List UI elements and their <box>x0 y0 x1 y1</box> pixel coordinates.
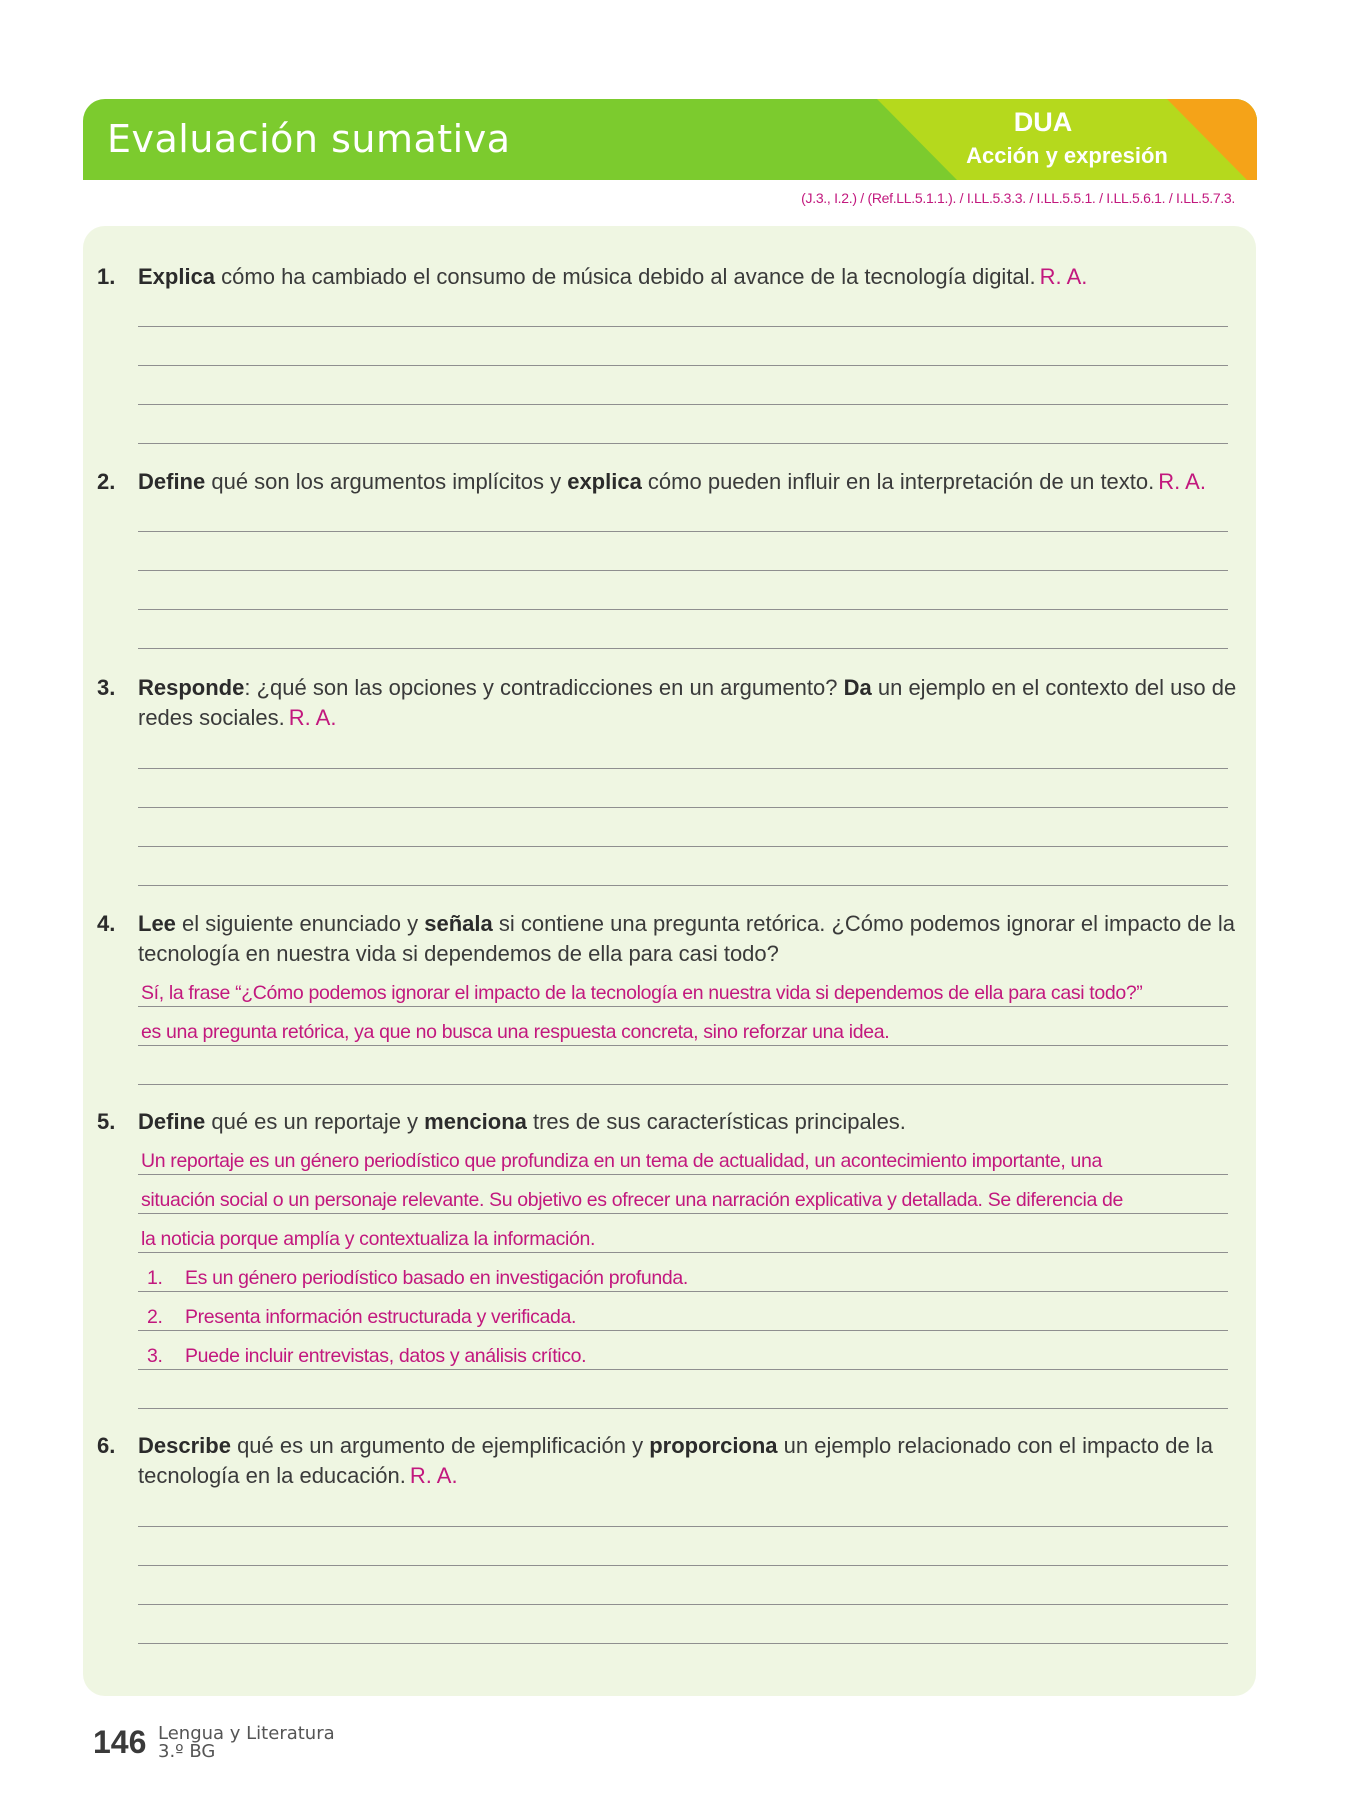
answer-line[interactable] <box>138 404 1228 405</box>
answer-line[interactable] <box>138 846 1228 847</box>
question-text <box>138 262 1247 292</box>
answer-line[interactable] <box>138 1291 1228 1292</box>
question-number: 2. <box>97 469 116 494</box>
answer-line[interactable] <box>138 1408 1228 1409</box>
answer-line[interactable] <box>138 1213 1228 1214</box>
answer-line[interactable] <box>138 570 1228 571</box>
page-number: 146 <box>93 1724 147 1760</box>
question-text <box>138 673 1247 733</box>
question-prompt: cómo ha cambiado el consumo de música debido al avance de la tecnología digital. <box>215 264 1036 289</box>
question-prompt: un ejemplo en el contexto del uso de redes sociales. <box>138 675 1237 730</box>
question-2 <box>97 467 1247 497</box>
dua-title: DUA <box>1013 107 1073 137</box>
question-number: 1. <box>97 264 116 289</box>
assessment-indicators: (J.3., I.2.) / (Ref.LL.5.1.1.). / I.LL.5.3.3. / I.LL.5.5.1. / I.LL.5.6.1. / I.LL.5.7.3. <box>801 190 1235 206</box>
question-verb: Define <box>138 1109 206 1134</box>
questions-panel <box>83 226 1256 1696</box>
answer-text: es una pregunta retórica, ya que no busca una respuesta concreta, sino reforzar una idea. <box>141 1021 890 1043</box>
answer-line[interactable] <box>138 1330 1228 1331</box>
question-verb: proporciona <box>649 1433 778 1458</box>
list-text: Es un género periodístico basado en investigación profunda. <box>185 1267 688 1289</box>
question-5 <box>97 1107 1247 1137</box>
question-number: 5. <box>97 1109 116 1134</box>
answer-list-item <box>141 1306 1231 1329</box>
answer-line[interactable] <box>138 1174 1228 1175</box>
answer-text: Un reportaje es un género periodístico que profundiza en un tema de actualidad, un acontecimiento importante, una <box>141 1150 1103 1172</box>
question-4 <box>97 909 1247 969</box>
answer-list-item <box>141 1267 1231 1290</box>
answer-line[interactable] <box>138 1526 1228 1527</box>
answer-line[interactable] <box>138 443 1228 444</box>
answer-line[interactable] <box>138 365 1228 366</box>
answer-line[interactable] <box>138 1252 1228 1253</box>
answer-text: Sí, la frase “¿Cómo podemos ignorar el impacto de la tecnología en nuestra vida si dependemos de ella para casi todo?” <box>141 982 1143 1004</box>
ra-label: R. A. <box>1158 469 1206 494</box>
answer-text: situación social o un personaje relevante. Su objetivo es ofrecer una narración explicativa y detallada. Se diferencia de <box>141 1189 1124 1211</box>
question-text <box>138 1431 1247 1491</box>
grade-label: 3.º BG <box>158 1741 216 1762</box>
answer-line[interactable] <box>138 609 1228 610</box>
answer-line[interactable] <box>138 326 1228 327</box>
question-text <box>138 1107 1247 1137</box>
section-title: Evaluación sumativa <box>107 117 511 161</box>
question-verb: Explica <box>138 264 216 289</box>
answer-line[interactable] <box>138 1006 1228 1007</box>
question-6 <box>97 1431 1247 1491</box>
question-prompt: qué es un reportaje y <box>205 1109 425 1134</box>
answer-line[interactable] <box>138 1604 1228 1605</box>
question-verb: señala <box>424 911 493 936</box>
question-verb: Lee <box>138 911 176 936</box>
answer-line[interactable] <box>138 1084 1228 1085</box>
answer-line[interactable] <box>138 1369 1228 1370</box>
ra-label: R. A. <box>1039 264 1088 289</box>
list-number: 3. <box>147 1345 163 1367</box>
question-verb: Describe <box>138 1433 231 1458</box>
answer-line[interactable] <box>138 1565 1228 1566</box>
question-prompt: tres de sus características principales. <box>526 1109 906 1134</box>
page-footer-subject <box>158 1725 335 1761</box>
answer-line[interactable] <box>138 648 1228 649</box>
question-prompt: un ejemplo relacionado con el impacto de la tecnología en la educación. <box>138 1433 1213 1488</box>
ra-label: R. A. <box>409 1463 458 1488</box>
question-number: 4. <box>97 911 116 936</box>
answer-text: la noticia porque amplía y contextualiza la información. <box>141 1228 596 1250</box>
question-prompt: el siguiente enunciado y <box>175 911 425 936</box>
question-prompt: : ¿qué son las opciones y contradicciones en un argumento? <box>244 675 844 700</box>
question-text <box>138 467 1247 497</box>
question-verb: Responde <box>138 675 245 700</box>
answer-line[interactable] <box>138 885 1228 886</box>
subject-name: Lengua y Literatura <box>158 1723 335 1744</box>
list-number: 1. <box>147 1267 163 1289</box>
question-number: 6. <box>97 1433 116 1458</box>
question-prompt: cómo pueden influir en la interpretación de un texto. <box>641 469 1155 494</box>
question-1 <box>97 262 1247 292</box>
answer-line[interactable] <box>138 1643 1228 1644</box>
question-prompt: qué son los argumentos implícitos y <box>205 469 568 494</box>
question-prompt: qué es un argumento de ejemplificación y <box>230 1433 650 1458</box>
answer-list-item <box>141 1345 1231 1368</box>
question-verb: Define <box>138 469 206 494</box>
question-number: 3. <box>97 675 116 700</box>
question-verb: menciona <box>424 1109 527 1134</box>
dua-subtitle: Acción y expresión <box>966 143 1168 168</box>
ra-label: R. A. <box>288 705 337 730</box>
answer-line[interactable] <box>138 807 1228 808</box>
answer-line[interactable] <box>138 768 1228 769</box>
question-3 <box>97 673 1247 733</box>
list-text: Presenta información estructurada y verificada. <box>185 1306 577 1328</box>
question-verb: explica <box>567 469 642 494</box>
answer-line[interactable] <box>138 1045 1228 1046</box>
section-header <box>83 99 1257 180</box>
answer-line[interactable] <box>138 531 1228 532</box>
question-text <box>138 909 1247 969</box>
list-text: Puede incluir entrevistas, datos y análisis crítico. <box>185 1345 587 1367</box>
question-prompt: si contiene una pregunta retórica. ¿Cómo podemos ignorar el impacto de la tecnología en nuestra vida si dependemos de ella para casi todo? <box>138 911 1236 966</box>
list-number: 2. <box>147 1306 163 1328</box>
question-verb: Da <box>843 675 872 700</box>
